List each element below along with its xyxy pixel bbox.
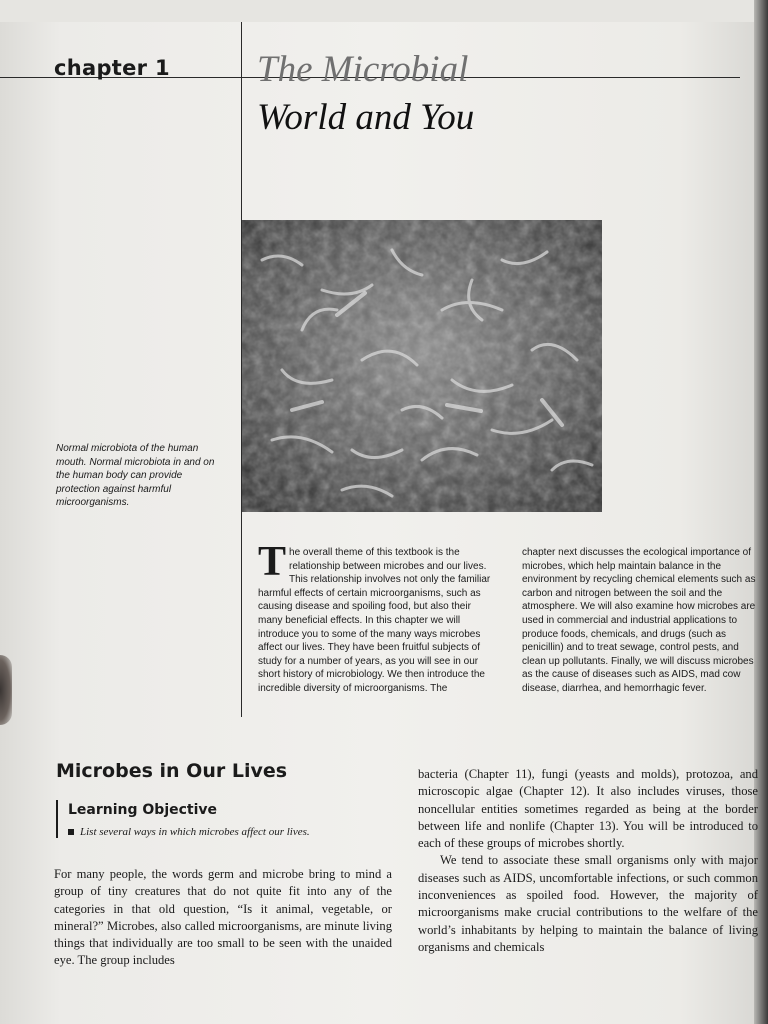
intro-column-2: chapter next discusses the ecological importance of microbes, which help maintain balance in the environment by recycling chemical elements such as carbon and nitrogen between the soil and the atmosphere. We will also examine how microbes are used in commercial and industrial applications to produce foods, chemicals, and drugs (such as penicillin) and to treat sewage, control pests, and clean up pollutants. Finally, we will discuss microbes as the cause of diseases such as AIDS, mad cow disease, diarrhea, and hemorrhagic fever. [522, 547, 756, 694]
title-line-2: World and You [257, 97, 475, 138]
learning-objective-bar [56, 800, 58, 838]
figure-caption: Normal microbiota of the human mouth. Normal microbiota in and on the human body can provide protection against harmful microorganisms. [56, 443, 215, 508]
section-heading: Microbes in Our Lives [56, 760, 288, 782]
learning-objective-text: List several ways in which microbes affect our lives. [80, 826, 310, 838]
body-column-left [54, 866, 392, 970]
micrograph-icon [242, 220, 602, 512]
body-paragraph: We tend to associate these small organisms only with major diseases such as AIDS, uncomfortable infections, or such common inconveniences as spoiled food. However, the majority of microorganisms make crucial contributions to the welfare of the world’s inhabitants by helping to maintain the balance of living organisms and chemicals [418, 853, 758, 954]
body-paragraph: bacteria (Chapter 11), fungi (yeasts and molds), protozoa, and microscopic algae (Chapter 12). It also includes viruses, those noncellular entities sometimes regarded as being at the border between life and nonlife (Chapter 13). You will be introduced to each of these groups of microbes shortly. [418, 767, 758, 851]
intro-column-1 [258, 539, 494, 696]
micrograph-image [242, 220, 602, 512]
drop-cap: T [258, 539, 287, 585]
title-line-1: The Microbial [257, 49, 469, 90]
body-column-right [418, 766, 758, 956]
chapter-label: chapter 1 [54, 56, 170, 80]
bullet-square-icon [68, 829, 74, 835]
learning-objective-item [68, 826, 310, 838]
thumb-shadow [0, 655, 12, 725]
chapter-title [257, 46, 474, 142]
learning-objective-title: Learning Objective [68, 802, 218, 818]
body-paragraph: For many people, the words germ and microbe bring to mind a group of tiny creatures that do not quite fit into any of the categories in that old question, “Is it animal, vegetable, or mineral?” Microbes, also called microorganisms, are minute living things that individually are too small to be seen with the unaided eye. The group includes [54, 867, 392, 968]
intro-text-1: he overall theme of this textbook is the relationship between microbes and our lives. This relationship involves not only the familiar harmful effects of certain microorganisms, such as causing disease and spoiling food, but also their many beneficial effects. In this chapter we will introduce you to some of the many ways microbes affect our lives. They have been fruitful subjects of study for a number of years, as you will see in our short history of microbiology. We then introduce the incredible diversity of microorganisms. The [258, 547, 491, 694]
